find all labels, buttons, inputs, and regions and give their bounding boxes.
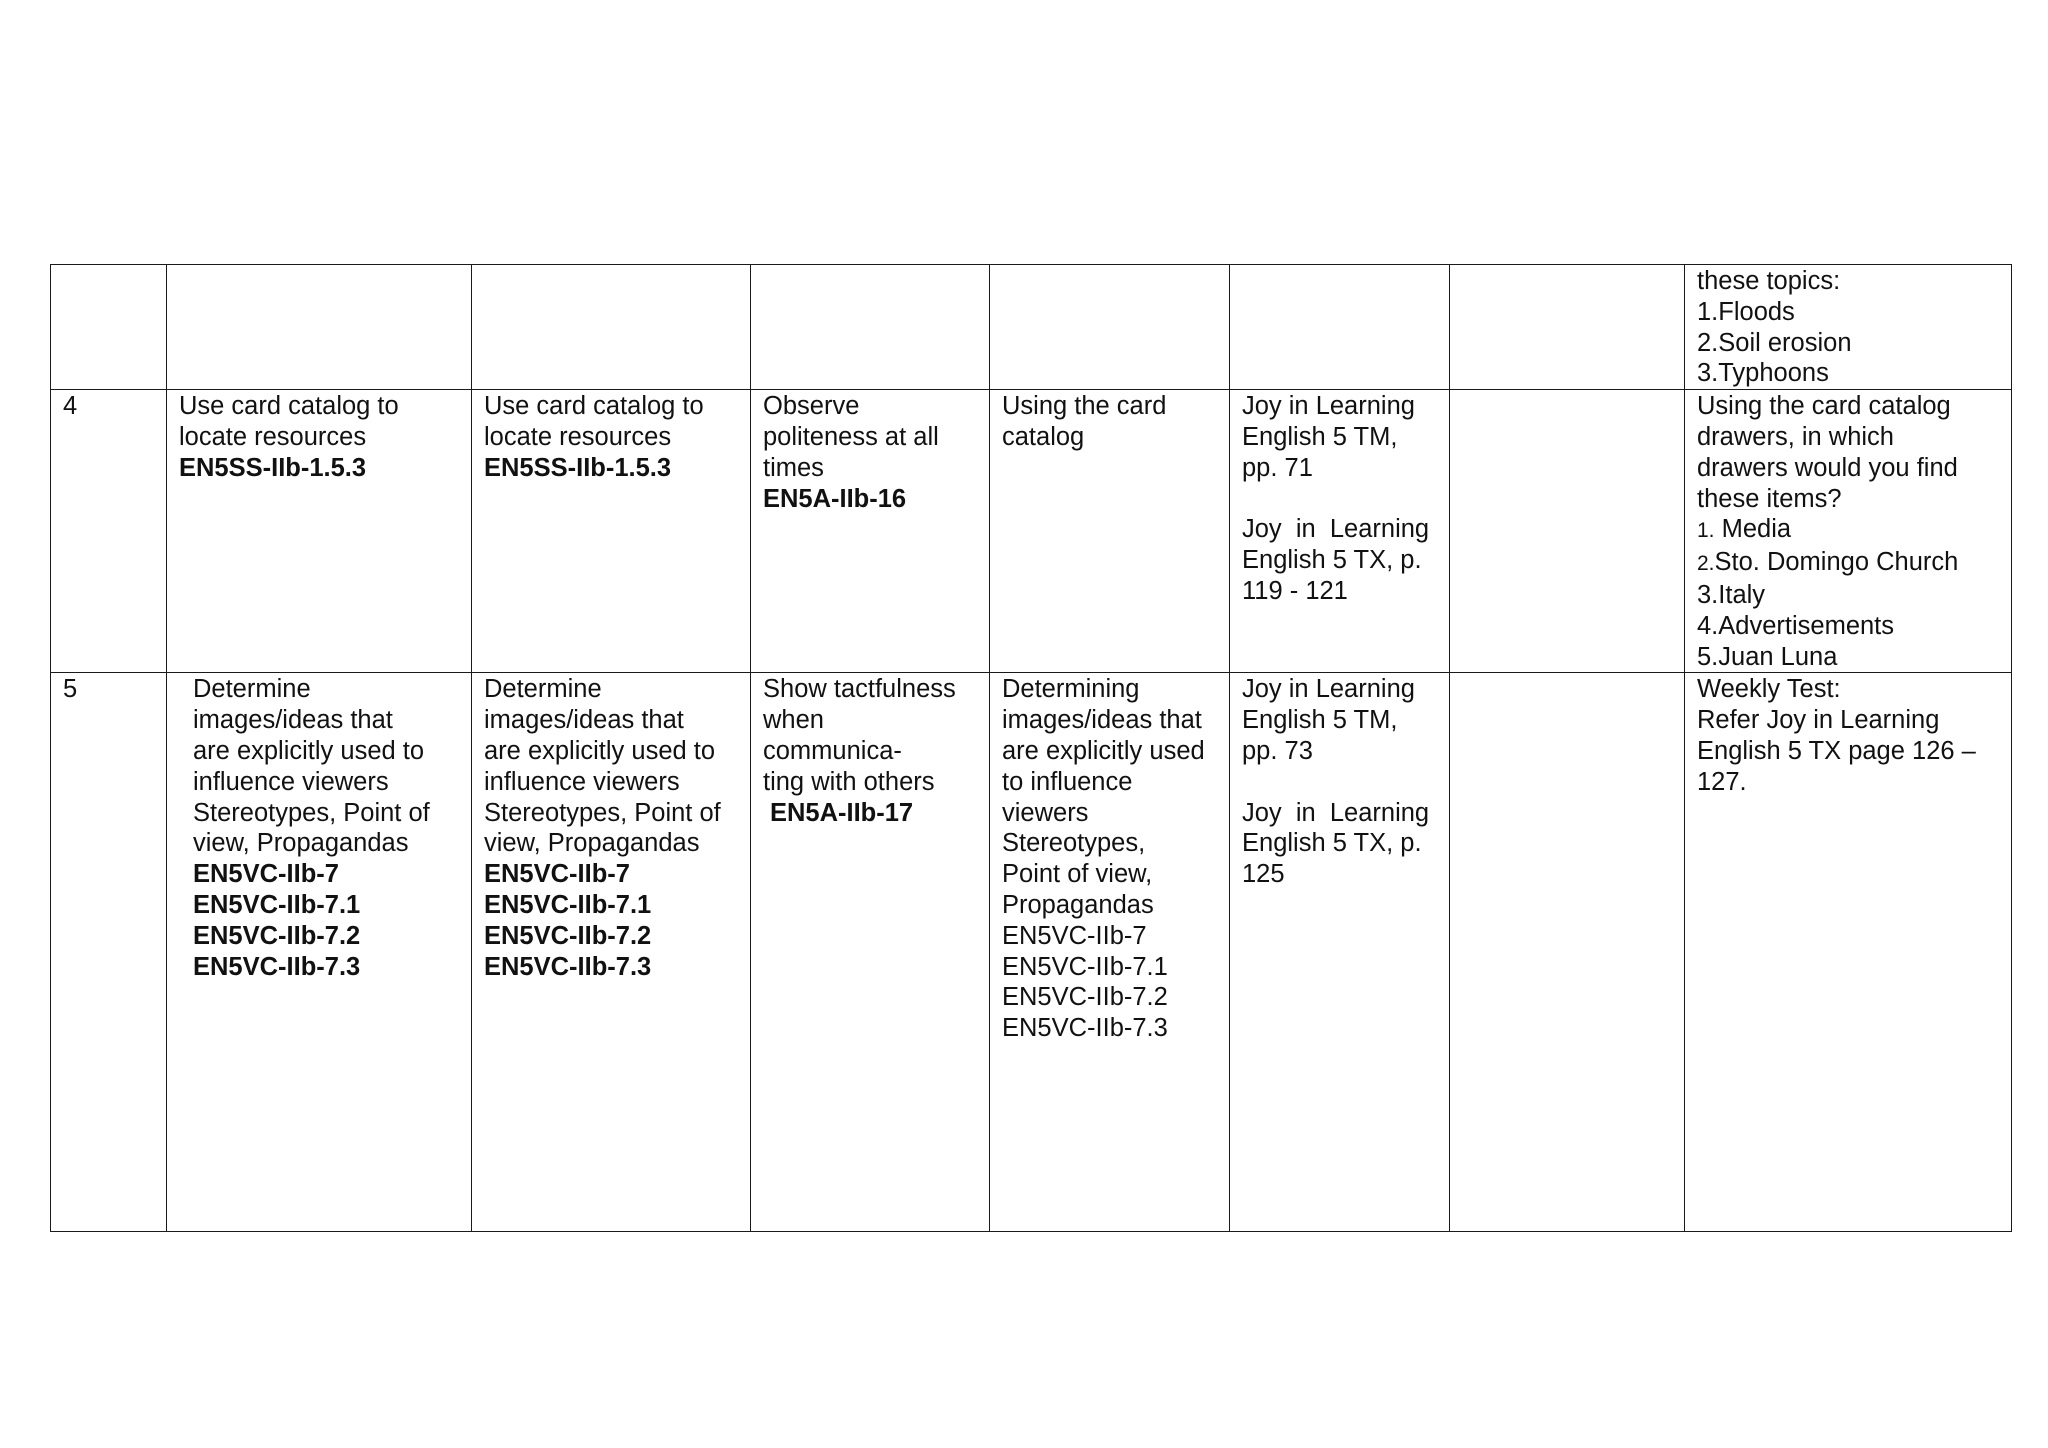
text-line: pp. 73 bbox=[1242, 736, 1313, 765]
cell-competency bbox=[472, 673, 751, 1232]
text-line: Observe bbox=[763, 392, 860, 421]
competency-code: EN5VC-IIb-7 bbox=[484, 860, 630, 889]
competency-code: EN5A-IIb-17 bbox=[770, 798, 914, 827]
text-line: English 5 TM, bbox=[1242, 422, 1398, 451]
text-line: Joy in Learning bbox=[1242, 392, 1415, 421]
text-line: Stereotypes, Point of bbox=[193, 798, 430, 827]
text-line: images/ideas that bbox=[1002, 706, 1202, 735]
list-item: 3.Italy bbox=[1697, 580, 1766, 609]
text-line: Use card catalog to bbox=[484, 392, 704, 421]
cell-competency bbox=[472, 390, 751, 673]
competency-code: EN5VC-IIb-7.2 bbox=[193, 921, 361, 950]
text-line: English 5 TX, p. bbox=[1242, 829, 1422, 858]
text-line: Joy in Learning bbox=[1242, 515, 1430, 544]
competency-code: EN5SS-IIb-1.5.3 bbox=[484, 453, 672, 482]
text-line: images/ideas that bbox=[484, 706, 684, 735]
table-row bbox=[51, 673, 2012, 1232]
cell-references bbox=[1230, 673, 1450, 1232]
cell-number: 5 bbox=[51, 673, 167, 1232]
text-line: Stereotypes, bbox=[1002, 829, 1146, 858]
cell-assessment bbox=[1685, 265, 2012, 390]
competency-code: EN5SS-IIb-1.5.3 bbox=[179, 453, 367, 482]
text-line: 3.Typhoons bbox=[1697, 359, 1829, 388]
competency-code: EN5VC-IIb-7.1 bbox=[1002, 952, 1168, 981]
text-line: 1.Floods bbox=[1697, 297, 1795, 326]
competency-code: EN5VC-IIb-7.1 bbox=[193, 890, 361, 919]
text-line: to influence bbox=[1002, 767, 1133, 796]
cell-assessment bbox=[1685, 673, 2012, 1232]
text-line: are explicitly used to bbox=[193, 736, 425, 765]
text-line: locate resources bbox=[484, 422, 672, 451]
competency-code: EN5VC-IIb-7.3 bbox=[1002, 1014, 1168, 1043]
text-line: times bbox=[763, 453, 824, 482]
cell-values bbox=[751, 265, 990, 390]
text-line: English 5 TX, p. bbox=[1242, 546, 1422, 575]
competency-code: EN5VC-IIb-7.2 bbox=[484, 921, 652, 950]
text-line: catalog bbox=[1002, 422, 1085, 451]
text-line: English 5 TX page 126 – bbox=[1697, 736, 1976, 765]
text-line: view, Propagandas bbox=[484, 829, 700, 858]
text-line: ting with others bbox=[763, 767, 935, 796]
text-line: English 5 TM, bbox=[1242, 706, 1398, 735]
text-line: Determine bbox=[193, 675, 311, 704]
text-line: viewers bbox=[1002, 798, 1089, 827]
text-line: influence viewers bbox=[484, 767, 680, 796]
text-line: Determining bbox=[1002, 675, 1140, 704]
competency-code: EN5VC-IIb-7.2 bbox=[1002, 983, 1168, 1012]
cell-number: 4 bbox=[51, 390, 167, 673]
lesson-plan-table bbox=[50, 264, 2012, 1232]
cell-number bbox=[51, 265, 167, 390]
cell-topic bbox=[990, 673, 1230, 1232]
text-line: Joy in Learning bbox=[1242, 798, 1430, 827]
text-line: communica- bbox=[763, 736, 902, 765]
text-line: Show tactfulness bbox=[763, 675, 956, 704]
cell-objective bbox=[167, 673, 472, 1232]
competency-code: EN5VC-IIb-7 bbox=[193, 860, 339, 889]
text-line: these items? bbox=[1697, 484, 1842, 513]
cell-empty bbox=[1450, 673, 1685, 1232]
text-line: when bbox=[763, 706, 824, 735]
competency-code: EN5VC-IIb-7 bbox=[1002, 921, 1147, 950]
text-line: politeness at all bbox=[763, 422, 939, 451]
cell-empty bbox=[1450, 265, 1685, 390]
cell-topic bbox=[990, 265, 1230, 390]
competency-code: EN5VC-IIb-7.1 bbox=[484, 890, 652, 919]
cell-objective bbox=[167, 390, 472, 673]
cell-values bbox=[751, 673, 990, 1232]
text-line: Refer Joy in Learning bbox=[1697, 706, 1940, 735]
text-line: are explicitly used to bbox=[484, 736, 716, 765]
list-item: 5.Juan Luna bbox=[1697, 642, 1838, 671]
list-item: 2.Sto. Domingo Church bbox=[1697, 548, 1959, 577]
cell-references bbox=[1230, 390, 1450, 673]
cell-assessment bbox=[1685, 390, 2012, 673]
text-line: Stereotypes, Point of bbox=[484, 798, 721, 827]
text-line: 127. bbox=[1697, 767, 1747, 796]
text-line: 125 bbox=[1242, 860, 1285, 889]
text-line: influence viewers bbox=[193, 767, 389, 796]
table-row bbox=[51, 265, 2012, 390]
text-line: Using the card catalog bbox=[1697, 392, 1951, 421]
text-line: drawers, in which bbox=[1697, 422, 1894, 451]
cell-competency bbox=[472, 265, 751, 390]
text-line: Using the card bbox=[1002, 392, 1167, 421]
competency-code: EN5VC-IIb-7.3 bbox=[484, 952, 652, 981]
cell-objective bbox=[167, 265, 472, 390]
text-line: Use card catalog to bbox=[179, 392, 399, 421]
text-line: Determine bbox=[484, 675, 602, 704]
cell-values bbox=[751, 390, 990, 673]
text-line: Point of view, bbox=[1002, 860, 1153, 889]
cell-topic bbox=[990, 390, 1230, 673]
text-line: Weekly Test: bbox=[1697, 675, 1841, 704]
text-line: are explicitly used bbox=[1002, 736, 1205, 765]
text-line: Propagandas bbox=[1002, 890, 1154, 919]
cell-empty bbox=[1450, 390, 1685, 673]
text-line: Joy in Learning bbox=[1242, 675, 1415, 704]
text-line: view, Propagandas bbox=[193, 829, 409, 858]
table-row bbox=[51, 390, 2012, 673]
list-item: 1. Media bbox=[1697, 515, 1792, 544]
list-item: 4.Advertisements bbox=[1697, 611, 1895, 640]
text-line: 119 - 121 bbox=[1242, 576, 1348, 605]
text-line: locate resources bbox=[179, 422, 367, 451]
text-line: images/ideas that bbox=[193, 706, 393, 735]
competency-code: EN5VC-IIb-7.3 bbox=[193, 952, 361, 981]
text-line: 2.Soil erosion bbox=[1697, 328, 1852, 357]
cell-references bbox=[1230, 265, 1450, 390]
text-line: drawers would you find bbox=[1697, 453, 1958, 482]
competency-code: EN5A-IIb-16 bbox=[763, 484, 907, 513]
text-line: these topics: bbox=[1697, 267, 1841, 295]
text-line: pp. 71 bbox=[1242, 453, 1313, 482]
